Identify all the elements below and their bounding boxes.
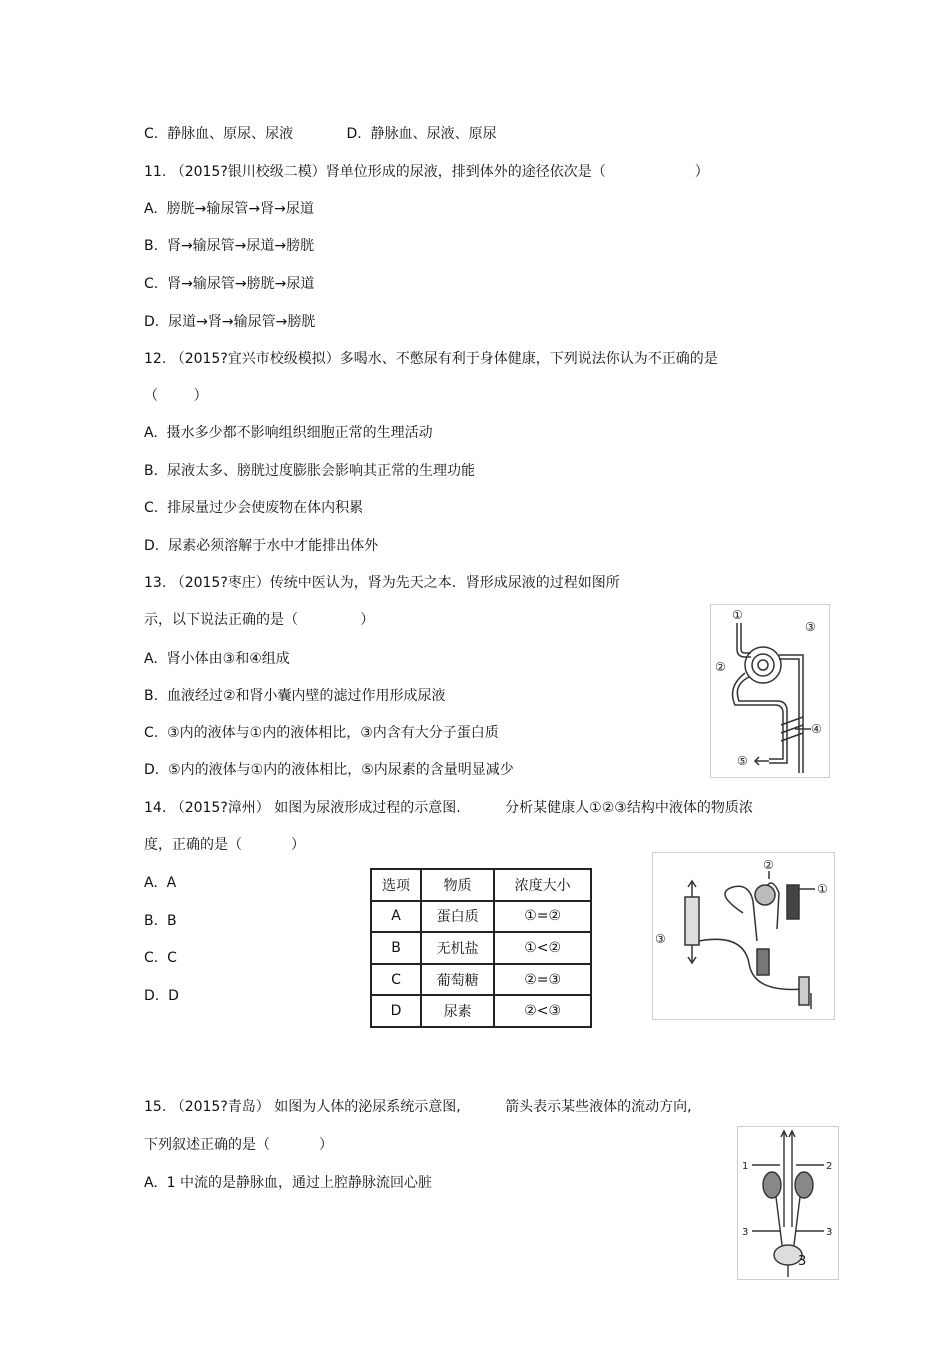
table-cell: ②=③ (494, 964, 591, 996)
fig15-label-1: 1 (742, 1161, 749, 1172)
q11-option-a: A. 膀胱→输尿管→肾→尿道 (144, 201, 314, 217)
table-header: 浓度大小 (494, 869, 591, 901)
table-row (371, 901, 591, 933)
fig13-label-4: ④ (811, 722, 822, 736)
table-cell: 葡萄糖 (421, 964, 494, 996)
q10-options-cd: C. 静脉血、原尿、尿液 D. 静脉血、尿液、原尿 (144, 126, 497, 142)
table-cell: ②<③ (494, 995, 591, 1027)
q13-stem: 13. （2015?枣庄）传统中医认为，肾为先天之本．肾形成尿液的过程如图所 (144, 575, 620, 591)
page-number: 3 (798, 1254, 807, 1269)
table-header-row (371, 869, 591, 901)
q11-option-d: D. 尿道→肾→输尿管→膀胱 (144, 314, 316, 330)
fig15-label-2: 2 (826, 1161, 833, 1172)
table-cell: ①=② (494, 901, 591, 933)
q12-stem-bracket: （ ） (144, 388, 208, 404)
fig14-label-3: ③ (655, 932, 666, 946)
fig14-label-2: ② (763, 858, 774, 872)
fig14-label-1: ① (817, 882, 828, 896)
fig13-label-2: ② (715, 660, 726, 674)
q14-stem-cont: 度，正确的是（ ） (144, 837, 305, 853)
table-row (371, 932, 591, 964)
q11-stem: 11. （2015?银川校级二模）肾单位形成的尿液，排到体外的途径依次是（ ） (144, 164, 709, 180)
q12-option-c: C. 排尿量过少会使废物在体内积累 (144, 500, 364, 516)
q13-option-a: A. 肾小体由③和④组成 (144, 651, 290, 667)
fig15-label-3-left: 3 (742, 1227, 749, 1238)
table-row (371, 995, 591, 1027)
q15-stem: 15. （2015?青岛） 如图为人体的泌尿系统示意图, 箭头表示某些液体的流动方向, (144, 1099, 692, 1115)
nephron-figure (710, 604, 830, 778)
q13-option-d: D. ⑤内的液体与①内的液体相比，⑤内尿素的含量明显减少 (144, 762, 514, 778)
q13-stem-cont: 示，以下说法正确的是（ ） (144, 612, 375, 628)
table-cell: A (371, 901, 421, 933)
fig13-label-5: ⑤ (737, 754, 748, 768)
fig13-label-3: ③ (805, 620, 816, 634)
q15-option-a: A. 1 中流的是静脉血，通过上腔静脉流回心脏 (144, 1175, 433, 1191)
q14-option-b: B. B (144, 913, 177, 929)
table-cell: 蛋白质 (421, 901, 494, 933)
q12-option-b: B. 尿液太多、膀胱过度膨胀会影响其正常的生理功能 (144, 463, 475, 479)
q14-option-d: D. D (144, 988, 179, 1004)
table-cell: B (371, 932, 421, 964)
urinary-system-figure (737, 1126, 839, 1280)
table-row (371, 964, 591, 996)
table-cell: 尿素 (421, 995, 494, 1027)
q14-option-a: A. A (144, 875, 177, 891)
q13-option-b: B. 血液经过②和肾小囊内壁的滤过作用形成尿液 (144, 688, 446, 704)
q14-options-table (370, 868, 592, 1028)
table-cell: ①<② (494, 932, 591, 964)
table-header: 选项 (371, 869, 421, 901)
q12-stem: 12. （2015?宜兴市校级模拟）多喝水、不憋尿有利于身体健康，下列说法你认为不正确的是 (144, 351, 718, 367)
q13-option-c: C. ③内的液体与①内的液体相比，③内含有大分子蛋白质 (144, 725, 499, 741)
q15-stem-cont: 下列叙述正确的是（ ） (144, 1137, 333, 1153)
table-cell: 无机盐 (421, 932, 494, 964)
q12-option-d: D. 尿素必须溶解于水中才能排出体外 (144, 538, 379, 554)
urine-formation-figure (652, 852, 835, 1020)
fig13-label-1: ① (732, 608, 743, 622)
table-cell: C (371, 964, 421, 996)
q14-option-c: C. C (144, 950, 177, 966)
fig15-label-3-right: 3 (826, 1227, 833, 1238)
q14-stem: 14. （2015?漳州） 如图为尿液形成过程的示意图. 分析某健康人①②③结构中液体的物质浓 (144, 800, 753, 816)
q11-option-b: B. 肾→输尿管→尿道→膀胱 (144, 238, 315, 254)
q12-option-a: A. 摄水多少都不影响组织细胞正常的生理活动 (144, 425, 433, 441)
table-cell: D (371, 995, 421, 1027)
table-header: 物质 (421, 869, 494, 901)
q11-option-c: C. 肾→输尿管→膀胱→尿道 (144, 276, 315, 292)
